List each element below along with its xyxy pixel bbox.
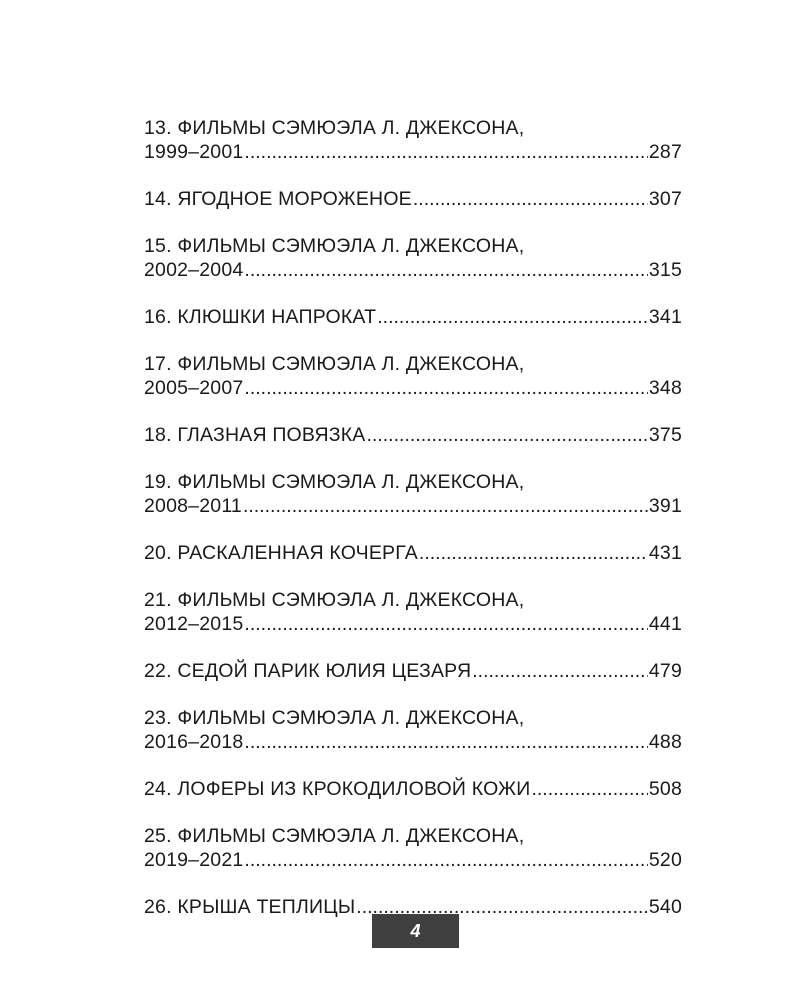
toc-entry[interactable] [144,470,682,518]
toc-entry-label: 26. КРЫША ТЕПЛИЦЫ [144,896,356,918]
toc-entry-title: 23. ФИЛЬМЫ СЭМЮЭЛА Л. ДЖЕКСОНА, [144,707,525,729]
toc-entry-page: 391 [648,495,682,517]
toc-entry-title: 19. ФИЛЬМЫ СЭМЮЭЛА Л. ДЖЕКСОНА, [144,471,525,493]
toc-entry-label: 18. ГЛАЗНАЯ ПОВЯЗКА [144,424,366,446]
dot-leader [531,777,647,801]
toc-entry[interactable] [144,541,682,565]
toc-entry-page: 375 [648,424,682,446]
dot-leader [244,376,647,400]
toc-entry[interactable] [144,659,682,683]
toc-entry-label: 2002–2004 [144,259,244,281]
toc-entry-page: 341 [648,306,682,328]
dot-leader [244,258,647,282]
dot-leader [244,848,647,872]
toc-entry-page: 540 [648,896,682,918]
table-of-contents [144,116,682,942]
page-number: 4 [410,920,421,941]
toc-entry[interactable] [144,116,682,164]
toc-entry-label: 2016–2018 [144,731,244,753]
toc-entry-page: 479 [648,660,682,682]
toc-entry[interactable] [144,706,682,754]
toc-entry-label: 16. КЛЮШКИ НАПРОКАТ [144,306,377,328]
toc-entry-page: 488 [648,731,682,753]
toc-entry[interactable] [144,187,682,211]
toc-entry-label: 2005–2007 [144,377,244,399]
toc-entry-page: 520 [648,849,682,871]
dot-leader [367,423,648,447]
toc-entry[interactable] [144,824,682,872]
toc-entry-title: 21. ФИЛЬМЫ СЭМЮЭЛА Л. ДЖЕКСОНА, [144,589,525,611]
toc-entry[interactable] [144,423,682,447]
toc-entry-page: 348 [648,377,682,399]
toc-entry-title: 17. ФИЛЬМЫ СЭМЮЭЛА Л. ДЖЕКСОНА, [144,353,525,375]
toc-entry-label: 20. РАСКАЛЕННАЯ КОЧЕРГА [144,542,418,564]
toc-entry-page: 287 [648,141,682,163]
toc-entry-label: 2012–2015 [144,613,244,635]
dot-leader [377,305,648,329]
toc-entry-title: 13. ФИЛЬМЫ СЭМЮЭЛА Л. ДЖЕКСОНА, [144,117,525,139]
dot-leader [472,659,648,683]
dot-leader [244,612,647,636]
toc-entry-title: 15. ФИЛЬМЫ СЭМЮЭЛА Л. ДЖЕКСОНА, [144,235,525,257]
toc-entry[interactable] [144,305,682,329]
toc-entry[interactable] [144,352,682,400]
toc-entry[interactable] [144,777,682,801]
dot-leader [244,730,647,754]
toc-entry-page: 508 [648,778,682,800]
toc-entry[interactable] [144,234,682,282]
dot-leader [413,187,648,211]
dot-leader [244,140,647,164]
toc-entry-label: 2008–2011 [144,495,242,517]
toc-entry-page: 431 [648,542,682,564]
toc-entry-label: 22. СЕДОЙ ПАРИК ЮЛИЯ ЦЕЗАРЯ [144,660,472,682]
toc-entry-label: 14. ЯГОДНОЕ МОРОЖЕНОЕ [144,188,412,210]
toc-entry-page: 315 [648,259,682,281]
toc-entry-page: 307 [648,188,682,210]
toc-entry-title: 25. ФИЛЬМЫ СЭМЮЭЛА Л. ДЖЕКСОНА, [144,825,525,847]
toc-entry-label: 24. ЛОФЕРЫ ИЗ КРОКОДИЛОВОЙ КОЖИ [144,778,531,800]
dot-leader [243,494,648,518]
toc-entry[interactable] [144,588,682,636]
page-number-box [372,914,459,948]
dot-leader [419,541,648,565]
toc-entry-page: 441 [648,613,682,635]
toc-entry-label: 2019–2021 [144,849,244,871]
toc-entry-label: 1999–2001 [144,141,244,163]
